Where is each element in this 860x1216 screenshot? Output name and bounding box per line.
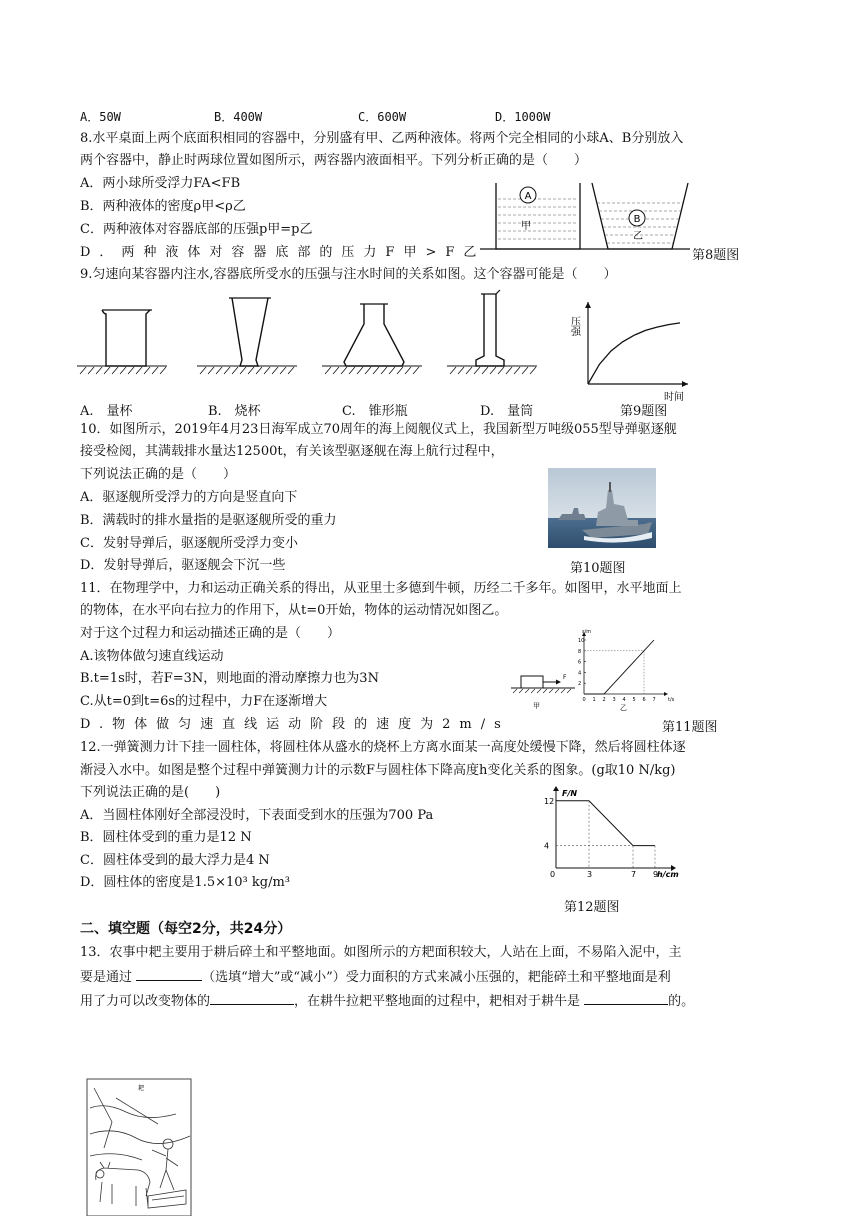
q12-y-tick: 12 [544, 796, 555, 806]
q10-option-d: D．发射导弹后，驱逐舰会下沉一些 [80, 558, 286, 573]
q12-x-label: h/cm [657, 870, 679, 879]
q11-y-tick: 2 [578, 681, 582, 688]
q7-option-a: A．50W [80, 110, 121, 124]
q11-graph [572, 628, 675, 712]
q7-option-d: D．1000W [495, 110, 551, 124]
q11-y-unit: s/m [582, 629, 592, 635]
q11-x-tick: 2 [602, 697, 606, 703]
q12-x-tick: 3 [587, 870, 593, 879]
q12-option-d: D．圆柱体的密度是1.5×10³ kg/m³ [80, 875, 290, 890]
q10-stem-line3: 下列说法正确的是（ ） [80, 467, 237, 482]
q8-stem-line1: 8.水平桌面上两个底面积相同的容器中，分别盛有甲、乙两种液体。将两个完全相同的小球A、B分别放入 [80, 131, 684, 146]
q8-option-c: C．两种液体对容器底部的压强p甲=p乙 [80, 222, 313, 237]
q9-graph [568, 296, 692, 406]
q10-stem-line1: 10．如图所示，2019年4月23日海军成立70周年的海上阅舰仪式上，我国新型万吨级055型导弹驱逐舰 [80, 422, 677, 437]
q9-stem: 9.匀速向某容器内注水,容器底所受水的压强与注水时间的关系如图。这个容器可能是（ ） [80, 267, 617, 282]
q9-option-b: B. 烧杯 [208, 404, 261, 419]
q12-option-c: C．圆柱体受到的最大浮力是4 N [80, 853, 270, 868]
container-c-shape [344, 304, 404, 366]
q13-blank-1[interactable] [136, 968, 202, 981]
q10-ship-photo [548, 468, 656, 548]
q8-liquid-right-label: 乙 [633, 231, 643, 242]
q11-option-a: A.该物体做匀速直线运动 [80, 649, 224, 664]
q13-line2-end: （选填“增大”或“减小”）受力面积的方式来减小压强的，耙能碎土和平整地面是利 [202, 970, 671, 985]
q10-option-b: B．满载时的排水量指的是驱逐舰所受的重力 [80, 513, 337, 528]
q10-option-c: C．发射导弹后，驱逐舰所受浮力变小 [80, 536, 298, 551]
container-b-shape [232, 298, 268, 366]
q11-block [521, 676, 543, 688]
q9-containers-figure [72, 290, 542, 382]
q8-option-d: D．两种液体对容器底部的压力F甲>F乙 [80, 245, 486, 260]
q8-stem-line2: 两个容器中，静止时两球位置如图所示，两容器内液面相平。下列分析正确的是（ ） [80, 153, 588, 168]
q11-series-extension [644, 640, 654, 651]
q8-ball-b-label: B [633, 214, 641, 225]
q13-line1: 13．农事中耙主要用于耕后碎土和平整地面。如图所示的方耙面积较大，人站在上面，不易陷入泥中，主 [80, 945, 682, 960]
q11-x-tick: 1 [592, 697, 596, 703]
q9-figure-caption: 第9题图 [620, 404, 668, 419]
q11-figure-caption: 第11题图 [662, 720, 718, 735]
q11-series-line [584, 651, 644, 694]
q9-option-d: D. 量筒 [480, 404, 534, 419]
q8-ball-a-label: A [524, 191, 532, 202]
q12-graph [536, 784, 686, 884]
q11-left-label: 甲 [533, 702, 540, 710]
q12-y-arrow [553, 786, 559, 791]
q13-line3-middle: ，在耕牛拉耙平整地面的过程中，耙相对于耕牛是 [294, 994, 585, 1009]
q13-line2-start: 要是通过 [80, 970, 137, 985]
q12-stem-line2: 渐浸入水中。如图是整个过程中弹簧测力计的示数F与圆柱体下降高度h变化关系的图象。(g取10 N/kg) [80, 763, 676, 778]
q12-y-tick: 4 [544, 841, 550, 851]
q11-y-tick: 4 [578, 670, 582, 677]
q11-option-b: B.t=1s时，若F=3N，则地面的滑动摩擦力也为3N [80, 671, 379, 686]
q7-option-c: C．600W [358, 110, 407, 124]
q12-stem-line1: 12.一弹簧测力计下挂一圆柱体，将圆柱体从盛水的烧杯上方离水面某一高度处缓慢下降，然后将圆柱体逐 [80, 740, 686, 755]
q10-stem-line2: 接受检阅，其满载排水量达12500t，有关该型驱逐舰在海上航行过程中， [80, 444, 504, 459]
q8-figure-caption: 第8题图 [692, 248, 740, 263]
q12-x-tick: 7 [631, 870, 637, 879]
q8-figure [470, 175, 700, 255]
q10-figure-caption: 第10题图 [570, 561, 626, 576]
q11-option-d: D.物体做匀速直线运动阶段的速度为2m/s [80, 717, 510, 732]
q12-y-label: F/N [562, 789, 578, 798]
q13-blank-3[interactable] [584, 992, 668, 1005]
section-2-title: 二、填空题（每空2分，共24分） [80, 921, 292, 937]
q11-x-tick: 4 [622, 697, 626, 703]
container-d-shape [476, 294, 504, 366]
q13-line2 [80, 968, 671, 987]
q13-harrow-illustration [86, 1078, 192, 1216]
q12-option-b: B．圆柱体受到的重力是12 N [80, 830, 252, 845]
q9-x-label: 时间 [664, 392, 684, 403]
q12-figure-caption: 第12题图 [564, 900, 620, 915]
q11-x-tick: 7 [652, 697, 656, 703]
q10-option-a: A．驱逐舰所受浮力的方向是竖直向下 [80, 490, 298, 505]
q11-right-label: 乙 [620, 704, 627, 712]
q12-x-tick: 0 [550, 870, 556, 879]
q11-stem-line3: 对于这个过程力和运动描述正确的是（ ） [80, 626, 341, 641]
q11-option-c: C.从t=0到t=6s的过程中，力F在逐渐增大 [80, 694, 328, 709]
q11-x-tick: 5 [632, 697, 636, 703]
q12-x-tick: 9 [653, 870, 659, 879]
container-a-shape [102, 310, 150, 366]
q13-line3-end: 的。 [668, 994, 695, 1009]
q12-stem-line3: 下列说法正确的是( ) [80, 785, 221, 800]
q13-figure-label: 耙 [138, 1085, 145, 1092]
q11-x-tick: 3 [612, 697, 616, 703]
q11-y-tick: 10 [578, 638, 585, 644]
q11-stem-line2: 的物体，在水平向右拉力的作用下，从t=0开始，物体的运动情况如图乙。 [80, 603, 508, 618]
q9-curve [588, 323, 680, 384]
q11-x-tick: 0 [582, 697, 586, 703]
q8-option-b: B．两种液体的密度ρ甲<ρ乙 [80, 199, 246, 214]
q11-x-arrow [664, 692, 668, 696]
q11-y-tick: 6 [578, 659, 582, 666]
q9-y-label: 压强 [568, 316, 580, 336]
q13-blank-2[interactable] [210, 992, 294, 1005]
q11-x-tick: 6 [642, 697, 646, 703]
q11-x-unit: t/s [668, 697, 675, 703]
q7-option-b: B．400W [214, 110, 263, 124]
q9-option-c: C. 锥形瓶 [342, 404, 408, 419]
q12-option-a: A．当圆柱体刚好全部浸没时，下表面受到水的压强为700 Pa [80, 808, 434, 823]
q13-line3 [80, 992, 694, 1011]
q11-stem-line1: 11．在物理学中，力和运动正确关系的得出，从亚里士多德到牛顿，历经二千多年。如图甲，水平地面上 [80, 581, 682, 596]
q8-option-a: A．两小球所受浮力FA<FB [80, 176, 241, 191]
q11-force-label: F [563, 674, 567, 681]
q11-y-tick: 8 [578, 648, 582, 655]
q13-line3-start: 用了力可以改变物体的 [80, 994, 211, 1009]
q8-liquid-left-label: 甲 [521, 221, 531, 232]
q12-series-line [556, 801, 655, 846]
q9-option-a: A. 量杯 [80, 404, 133, 419]
